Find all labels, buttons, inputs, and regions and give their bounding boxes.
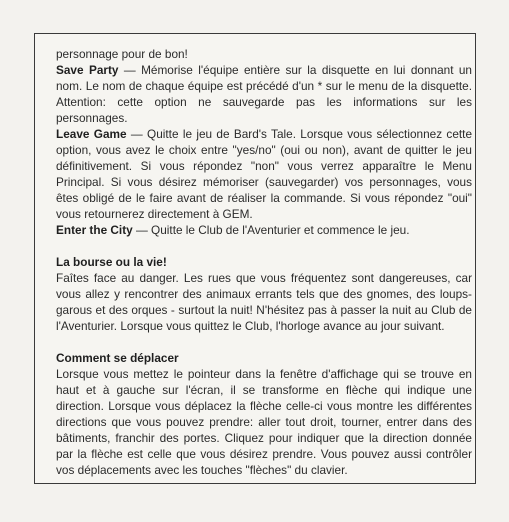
document-text — [56, 46, 472, 478]
section-body: Lorsque vous mettez le pointeur dans la fenêtre d'affichage qui se trouve en haut et à gauche sur l'écran, il se transforme en flèche qui indique une direction. Lorsque vous déplacez la flèche celle-ci vous montre les différentes directions que vous pouvez prendre: aller tout droit, tourner, entrer dans des bâtiments, franchir des portes. Cliquez pour indiquer que la direction donnée par la flèche est celle que vous désirez prendre. Vous pouvez aussi contrôler vos déplacements avec les touches "flèches" du clavier. — [56, 367, 472, 477]
option-save-party — [56, 62, 472, 126]
option-leave-game — [56, 126, 472, 222]
option-label: Enter the City — [56, 223, 133, 237]
spacer — [56, 238, 472, 254]
option-label: Save Party — [56, 63, 119, 77]
spacer — [56, 334, 472, 350]
option-description: — Mémorise l'équipe entière sur la disquette en lui donnant un nom. Le nom de chaque équipe est précédé d'un * sur le menu de la disquette. Attention: cette option ne sauvegarde pas les informations sur les personnages. — [56, 63, 472, 125]
section-title: Comment se déplacer — [56, 351, 179, 365]
option-enter-city — [56, 222, 472, 238]
option-description: — Quitte le jeu de Bard's Tale. Lorsque vous sélectionnez cette option, vous avez le choix entre "yes/no" (oui ou non), avant de quitter le jeu définitivement. Si vous répondez "non" vous verrez apparaître le Menu Principal. Si vous désirez mémoriser (sauvegarder) vos personnages, vous êtes obligé de le faire avant de réaliser la commande. Si vous répondez "oui" vous retournerez directement à GEM. — [56, 127, 473, 221]
section-title: La bourse ou la vie! — [56, 255, 167, 269]
section-body: Faîtes face au danger. Les rues que vous fréquentez sont dangereuses, car vous allez y rencontrer des animaux errants tels que des gnomes, des loups-garous et des orques - surtout la nuit! N'hésitez pas à passer la nuit au Club de l'Aventurier. Lorsque vous quittez le Club, l'horloge avance au jour suivant. — [56, 271, 472, 333]
option-label: Leave Game — [56, 127, 127, 141]
option-description: — Quitte le Club de l'Aventurier et commence le jeu. — [132, 223, 410, 237]
intro-line: personnage pour de bon! — [56, 47, 188, 61]
